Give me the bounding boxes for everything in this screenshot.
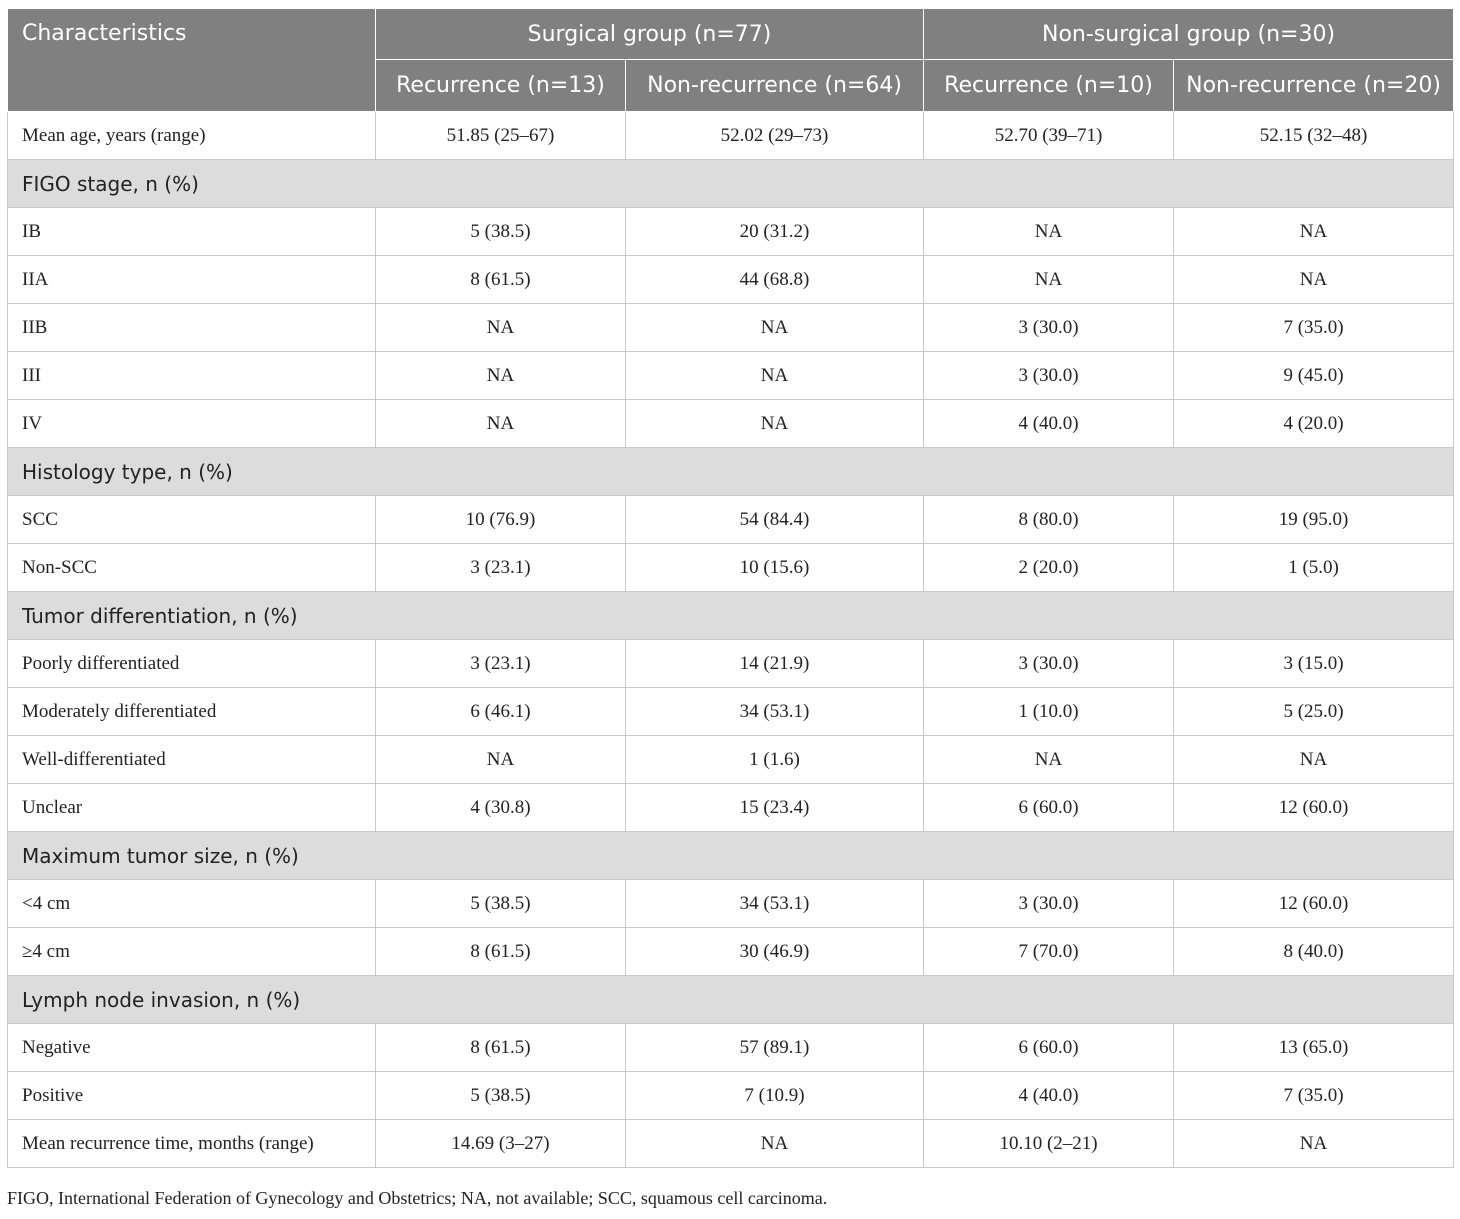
table-cell: 3 (30.0) bbox=[924, 640, 1174, 688]
table-cell: NA bbox=[376, 304, 626, 352]
table-cell: 5 (38.5) bbox=[376, 1072, 626, 1120]
table-cell: 5 (25.0) bbox=[1174, 688, 1454, 736]
section-label: Histology type, n (%) bbox=[8, 448, 1454, 496]
table-cell: 1 (1.6) bbox=[626, 736, 924, 784]
table-row bbox=[8, 208, 1454, 256]
table-cell: NA bbox=[1174, 1120, 1454, 1168]
table-footnote: FIGO, International Federation of Gynecology and Obstetrics; NA, not available; SCC, squamous cell carcinoma. bbox=[7, 1188, 828, 1208]
row-label: Poorly differentiated bbox=[8, 640, 376, 688]
table-row bbox=[8, 880, 1454, 928]
table-cell: 3 (23.1) bbox=[376, 544, 626, 592]
row-label: IV bbox=[8, 400, 376, 448]
table-cell: NA bbox=[626, 352, 924, 400]
table-cell: 12 (60.0) bbox=[1174, 784, 1454, 832]
section-row bbox=[8, 592, 1454, 640]
table-cell: NA bbox=[924, 736, 1174, 784]
header-characteristics: Characteristics bbox=[8, 9, 376, 112]
table-body bbox=[8, 112, 1454, 1168]
row-label: ≥4 cm bbox=[8, 928, 376, 976]
row-label: III bbox=[8, 352, 376, 400]
table-row bbox=[8, 112, 1454, 160]
section-label: FIGO stage, n (%) bbox=[8, 160, 1454, 208]
table-cell: 7 (70.0) bbox=[924, 928, 1174, 976]
section-label: Tumor differentiation, n (%) bbox=[8, 592, 1454, 640]
table-row bbox=[8, 352, 1454, 400]
row-label: IIB bbox=[8, 304, 376, 352]
table-cell: 7 (35.0) bbox=[1174, 1072, 1454, 1120]
table-cell: 44 (68.8) bbox=[626, 256, 924, 304]
table-cell: 7 (35.0) bbox=[1174, 304, 1454, 352]
table-cell: 54 (84.4) bbox=[626, 496, 924, 544]
header-surgical-non-recurrence: Non-recurrence (n=64) bbox=[626, 60, 924, 112]
table-cell: 34 (53.1) bbox=[626, 688, 924, 736]
table-row bbox=[8, 1120, 1454, 1168]
table-cell: 5 (38.5) bbox=[376, 208, 626, 256]
section-row bbox=[8, 976, 1454, 1024]
table-cell: NA bbox=[924, 208, 1174, 256]
table-cell: 3 (15.0) bbox=[1174, 640, 1454, 688]
section-row bbox=[8, 160, 1454, 208]
table-cell: NA bbox=[1174, 208, 1454, 256]
table-cell: 4 (20.0) bbox=[1174, 400, 1454, 448]
section-label: Lymph node invasion, n (%) bbox=[8, 976, 1454, 1024]
row-label: Mean age, years (range) bbox=[8, 112, 376, 160]
table-row bbox=[8, 784, 1454, 832]
row-label: IIA bbox=[8, 256, 376, 304]
table-cell: NA bbox=[376, 400, 626, 448]
table-cell: NA bbox=[1174, 256, 1454, 304]
row-label: SCC bbox=[8, 496, 376, 544]
table-row bbox=[8, 1024, 1454, 1072]
table-cell: NA bbox=[626, 304, 924, 352]
table-row bbox=[8, 256, 1454, 304]
table-row bbox=[8, 640, 1454, 688]
table-cell: NA bbox=[376, 352, 626, 400]
table-cell: 6 (60.0) bbox=[924, 784, 1174, 832]
table-cell: 3 (30.0) bbox=[924, 880, 1174, 928]
table-cell: 3 (23.1) bbox=[376, 640, 626, 688]
header-non-surgical-recurrence: Recurrence (n=10) bbox=[924, 60, 1174, 112]
table-row bbox=[8, 736, 1454, 784]
section-label: Maximum tumor size, n (%) bbox=[8, 832, 1454, 880]
table-cell: 20 (31.2) bbox=[626, 208, 924, 256]
table-cell: 6 (46.1) bbox=[376, 688, 626, 736]
table-cell: NA bbox=[626, 400, 924, 448]
table-cell: 10 (76.9) bbox=[376, 496, 626, 544]
table-cell: 5 (38.5) bbox=[376, 880, 626, 928]
table-cell: 19 (95.0) bbox=[1174, 496, 1454, 544]
header-non-surgical-non-recurrence: Non-recurrence (n=20) bbox=[1174, 60, 1454, 112]
table-cell: 52.02 (29–73) bbox=[626, 112, 924, 160]
table-cell: 4 (40.0) bbox=[924, 1072, 1174, 1120]
table-cell: 52.15 (32–48) bbox=[1174, 112, 1454, 160]
table-cell: 6 (60.0) bbox=[924, 1024, 1174, 1072]
row-label: Moderately differentiated bbox=[8, 688, 376, 736]
section-row bbox=[8, 448, 1454, 496]
row-label: Unclear bbox=[8, 784, 376, 832]
table-cell: 3 (30.0) bbox=[924, 352, 1174, 400]
table-row bbox=[8, 688, 1454, 736]
header-surgical-recurrence: Recurrence (n=13) bbox=[376, 60, 626, 112]
table-cell: 8 (61.5) bbox=[376, 1024, 626, 1072]
table-cell: 51.85 (25–67) bbox=[376, 112, 626, 160]
table-cell: 1 (5.0) bbox=[1174, 544, 1454, 592]
table-row bbox=[8, 1072, 1454, 1120]
table-cell: 8 (40.0) bbox=[1174, 928, 1454, 976]
table-cell: 13 (65.0) bbox=[1174, 1024, 1454, 1072]
row-label: <4 cm bbox=[8, 880, 376, 928]
row-label: Non-SCC bbox=[8, 544, 376, 592]
table-cell: 14.69 (3–27) bbox=[376, 1120, 626, 1168]
table-row bbox=[8, 928, 1454, 976]
row-label: Mean recurrence time, months (range) bbox=[8, 1120, 376, 1168]
table-cell: 52.70 (39–71) bbox=[924, 112, 1174, 160]
table-cell: NA bbox=[924, 256, 1174, 304]
table-cell: 10 (15.6) bbox=[626, 544, 924, 592]
table-cell: 14 (21.9) bbox=[626, 640, 924, 688]
table-cell: 10.10 (2–21) bbox=[924, 1120, 1174, 1168]
row-label: Well-differentiated bbox=[8, 736, 376, 784]
table-row bbox=[8, 496, 1454, 544]
section-row bbox=[8, 832, 1454, 880]
characteristics-table bbox=[7, 8, 1454, 1168]
header-non-surgical-group: Non-surgical group (n=30) bbox=[924, 9, 1454, 60]
row-label: Negative bbox=[8, 1024, 376, 1072]
table-header bbox=[8, 9, 1454, 112]
table-cell: 9 (45.0) bbox=[1174, 352, 1454, 400]
table-cell: 57 (89.1) bbox=[626, 1024, 924, 1072]
table-cell: 1 (10.0) bbox=[924, 688, 1174, 736]
table-cell: 2 (20.0) bbox=[924, 544, 1174, 592]
table-row bbox=[8, 544, 1454, 592]
table-cell: 8 (61.5) bbox=[376, 928, 626, 976]
table-cell: NA bbox=[376, 736, 626, 784]
table-cell: 12 (60.0) bbox=[1174, 880, 1454, 928]
table-row bbox=[8, 400, 1454, 448]
header-surgical-group: Surgical group (n=77) bbox=[376, 9, 924, 60]
table-cell: 8 (61.5) bbox=[376, 256, 626, 304]
header-row-groups bbox=[8, 9, 1454, 60]
table-cell: 30 (46.9) bbox=[626, 928, 924, 976]
table-cell: 7 (10.9) bbox=[626, 1072, 924, 1120]
table-row bbox=[8, 304, 1454, 352]
table-cell: NA bbox=[626, 1120, 924, 1168]
table-cell: NA bbox=[1174, 736, 1454, 784]
row-label: Positive bbox=[8, 1072, 376, 1120]
row-label: IB bbox=[8, 208, 376, 256]
table-cell: 15 (23.4) bbox=[626, 784, 924, 832]
table-cell: 34 (53.1) bbox=[626, 880, 924, 928]
table-cell: 3 (30.0) bbox=[924, 304, 1174, 352]
table-cell: 4 (30.8) bbox=[376, 784, 626, 832]
table-cell: 4 (40.0) bbox=[924, 400, 1174, 448]
table-cell: 8 (80.0) bbox=[924, 496, 1174, 544]
